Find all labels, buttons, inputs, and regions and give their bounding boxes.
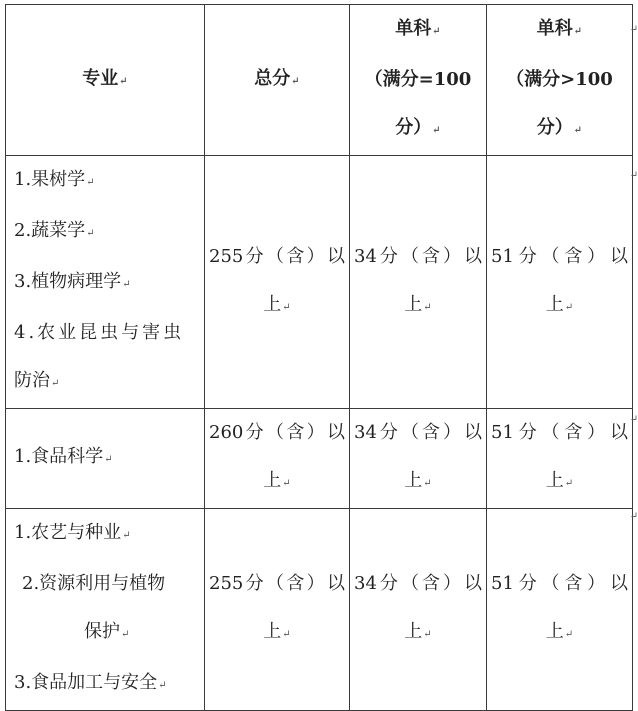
header-single-100-line1: 单科↵ (395, 18, 441, 39)
header-single-over-line3: 分）↵ (536, 117, 583, 138)
list-item: 1.食品科学↵ (14, 446, 113, 467)
single-over-100-text: 51分（含）以 (491, 573, 628, 594)
list-item: 1.农艺与种业↵ (14, 522, 131, 543)
total-score-text: 260分（含）以 (209, 422, 345, 443)
row-end-mark-icon: ↵ (629, 170, 638, 181)
major-list (6, 409, 205, 509)
total-score-text-end: 上↵ (263, 293, 291, 315)
major-list (6, 156, 205, 409)
row-end-mark-icon: ↵ (629, 414, 638, 425)
total-score-text: 255分（含）以 (209, 245, 345, 267)
single-100-cell (350, 156, 487, 409)
major-list (6, 509, 205, 711)
header-single-over-100 (487, 5, 633, 156)
table-row (6, 409, 633, 509)
single-100-text: 34分（含）以 (354, 422, 482, 443)
single-over-100-cell (487, 509, 633, 711)
header-total-label: 总分 (254, 67, 291, 89)
single-100-text: 34分（含）以 (354, 245, 482, 267)
row-end-mark-icon: ↵ (629, 24, 638, 35)
total-score-cell (205, 156, 350, 409)
table-row (6, 509, 633, 711)
list-item: 2.资源利用与植物 (22, 573, 166, 594)
single-over-100-cell (487, 409, 633, 509)
single-100-text-end: 上↵ (404, 470, 432, 491)
list-item: 3.食品加工与安全↵ (14, 672, 167, 693)
return-mark-icon: ↵ (432, 26, 441, 37)
list-item: 保护↵ (84, 621, 130, 642)
single-over-100-text: 51分（含）以 (491, 245, 628, 267)
header-total (205, 5, 350, 156)
return-mark-icon: ↵ (573, 125, 583, 136)
single-over-100-text-end: 上↵ (545, 621, 574, 642)
header-row (6, 5, 633, 156)
list-item: 3.植物病理学↵ (14, 271, 131, 292)
single-100-text: 34分（含）以 (354, 573, 482, 594)
return-mark-icon: ↵ (573, 26, 583, 37)
single-100-text-end: 上↵ (404, 293, 432, 315)
single-over-100-cell (487, 156, 633, 409)
single-over-100-text-end: 上↵ (545, 470, 574, 491)
table-row (6, 156, 633, 409)
header-single-over-line2: （满分>100 (506, 69, 613, 90)
return-mark-icon: ↵ (119, 75, 128, 87)
total-score-cell (205, 509, 350, 711)
total-score-text-end: 上↵ (263, 621, 291, 642)
list-item: 2.蔬菜学↵ (14, 220, 95, 241)
single-over-100-text: 51分（含）以 (491, 422, 628, 443)
header-single-100-line3: 分）↵ (395, 117, 441, 138)
single-100-cell (350, 409, 487, 509)
header-major (6, 5, 205, 156)
list-item: 4.农业昆虫与害虫 (14, 322, 185, 343)
row-end-mark-icon: ↵ (629, 511, 638, 522)
total-score-text-end: 上↵ (263, 470, 291, 491)
header-single-over-line1: 单科↵ (536, 18, 583, 39)
header-single-100-line2: （满分=100 (364, 69, 472, 90)
list-item: 1.果树学↵ (14, 169, 95, 190)
score-table (5, 4, 633, 711)
single-over-100-text-end: 上↵ (545, 293, 574, 315)
header-single-100 (350, 5, 487, 156)
return-mark-icon: ↵ (291, 75, 300, 87)
single-100-text-end: 上↵ (404, 621, 432, 642)
single-100-cell (350, 509, 487, 711)
list-item: 防治↵ (14, 370, 60, 391)
total-score-cell (205, 409, 350, 509)
header-major-label: 专业 (82, 67, 119, 89)
return-mark-icon: ↵ (432, 125, 441, 136)
total-score-text: 255分（含）以 (209, 573, 345, 594)
